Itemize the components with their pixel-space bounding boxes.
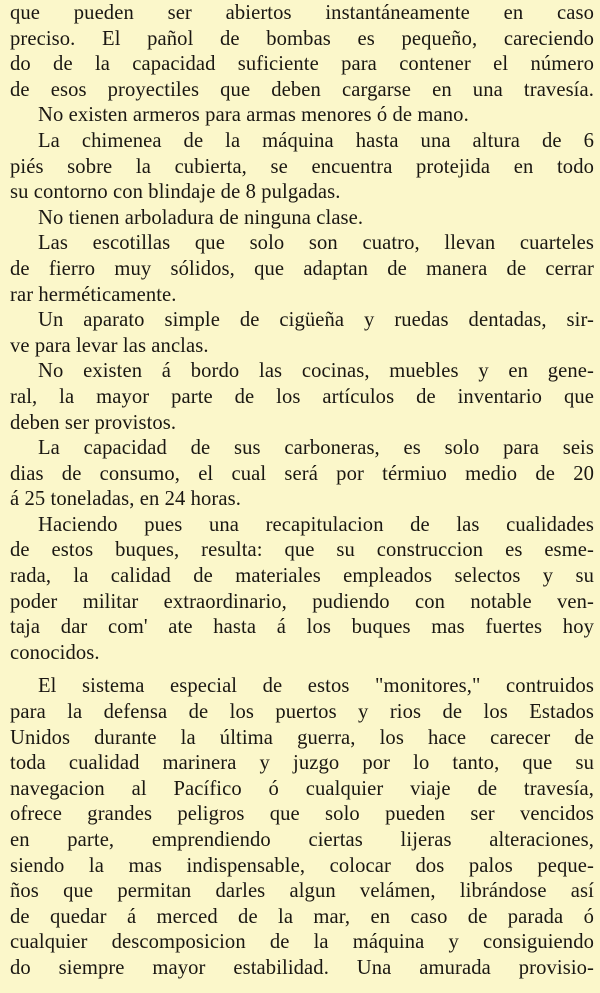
text-line: rar herméticamente. [10,283,177,306]
text-line: Unidos durante la última guerra, los hace carecer de [10,726,594,749]
text-line: cualquier descomposicion de la máquina y consiguiendo [10,931,594,954]
text-line: de fierro muy sólidos, que adaptan de manera de cerrar [10,257,594,280]
text-line: La capacidad de sus carboneras, es solo para seis [38,437,594,460]
text-line: No existen armeros para armas menores ó de mano. [38,104,469,127]
text-line: taja dar com' ate hasta á los buques mas fuertes hoy [10,616,594,639]
text-line: en parte, emprendiendo ciertas lijeras alteraciones, [10,829,594,851]
text-line: de quedar á merced de la mar, en caso de parada ó [10,905,594,928]
text-line: conocidos. [10,641,100,664]
text-line: que pueden ser abiertos instantáneamente en caso [10,2,594,24]
text-line: navegacion al Pacífico ó cualquier viaje de travesía, [10,777,594,800]
text-line: No tienen arboladura de ninguna clase. [38,206,364,229]
document-page [0,1,600,993]
text-line: ños que permitan darles algun velámen, librándose así [10,880,594,903]
text-line: Haciendo pues una recapitulacion de las cualidades [38,513,594,536]
text-line: toda cualidad marinera y juzgo por lo tanto, que su [10,752,594,775]
text-line: preciso. El pañol de bombas es pequeño, careciendo [10,27,594,50]
text-line: rada, la calidad de materiales empleados selectos y su [10,565,594,588]
text-line: Un aparato simple de cigüeña y ruedas dentadas, sir- [38,309,594,332]
text-line: La chimenea de la máquina hasta una altura de 6 [38,129,594,152]
text-line: No existen á bordo las cocinas, muebles y en gene- [38,360,594,383]
text-line: ofrece grandes peligros que solo pueden ser vencidos [10,803,594,826]
text-line: para la defensa de los puertos y rios de los Estados [10,701,594,724]
text-line: siendo la mas indispensable, colocar dos palos peque- [10,854,594,877]
text-line: ve para levar las anclas. [10,334,209,357]
text-line: su contorno con blindaje de 8 pulgadas. [10,181,341,204]
text-line: ral, la mayor parte de los artículos de inventario que [10,385,594,408]
text-line: do siempre mayor estabilidad. Una amurada provisio- [10,956,594,979]
text-line: El sistema especial de estos "monitores," contruidos [38,675,594,698]
text-line: do de la capacidad suficiente para contener el número [10,53,594,76]
text-line: á 25 toneladas, en 24 horas. [10,488,241,511]
paragraph-gap [10,666,594,674]
text-line: piés sobre la cubierta, se encuentra protejida en todo [10,155,594,178]
text-line: deben ser provistos. [10,411,177,434]
text-line: de esos proyectiles que deben cargarse en una travesía. [10,78,594,101]
text-line: poder militar extraordinario, pudiendo con notable ven- [10,590,594,613]
text-line: de estos buques, resulta: que su construccion es esme- [10,539,594,562]
text-line: dias de consumo, el cual será por térmiuo medio de 20 [10,462,594,485]
text-line: Las escotillas que solo son cuatro, llevan cuarteles [38,232,594,255]
